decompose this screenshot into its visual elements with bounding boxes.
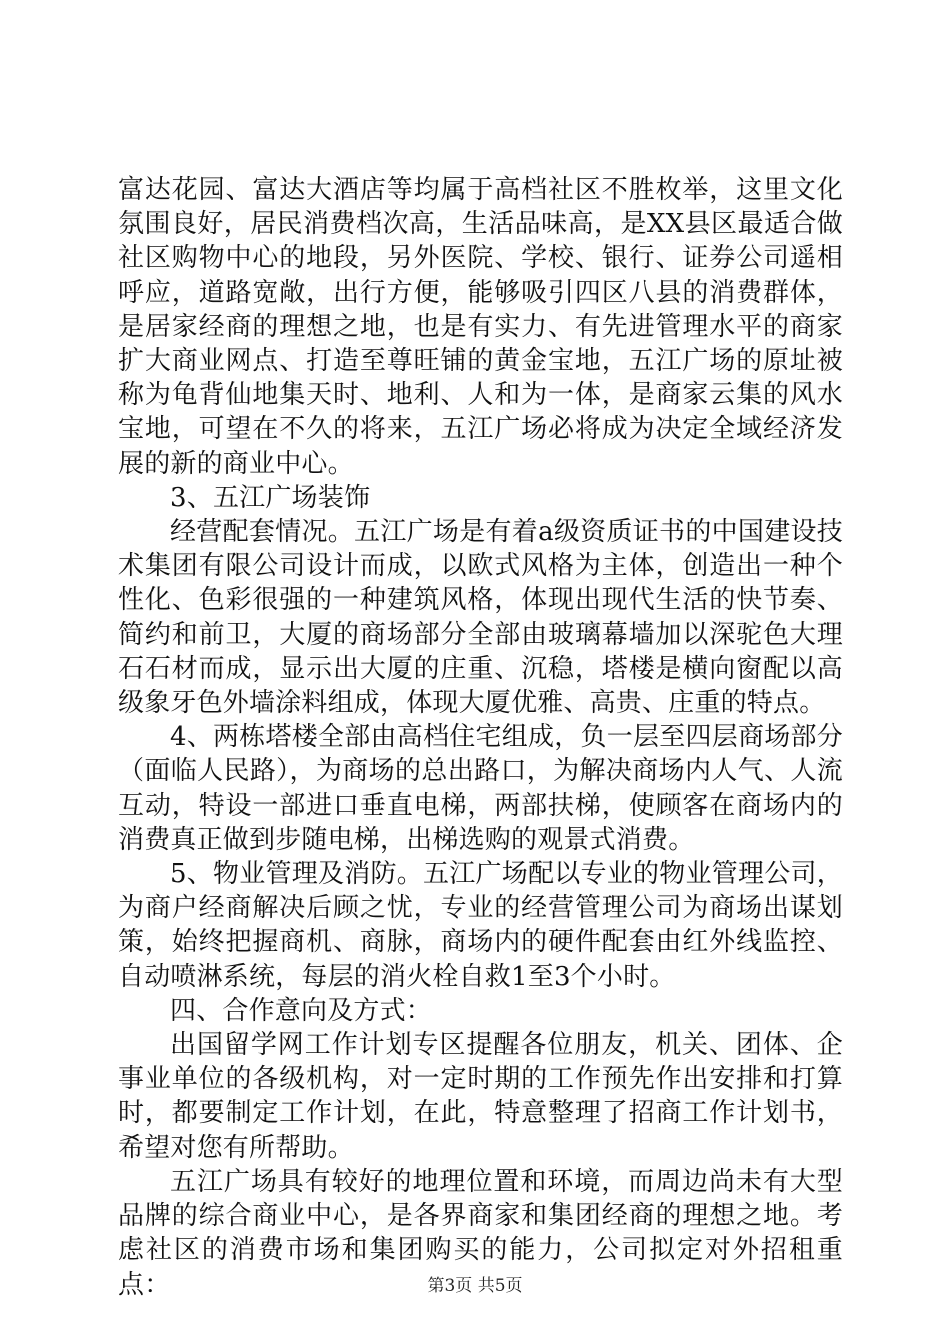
heading-cooperation: 四、合作意向及方式：: [170, 995, 433, 1026]
paragraph-work-plan-note: 出国留学网工作计划专区提醒各位朋友，机关、团体、企事业单位的各级机构，对一定时期的工作预先作出安排和打算时，都要制定工作计划，在此，特意整理了招商工作计划书，希望对您有所帮助。: [118, 1030, 843, 1163]
paragraph-location-description: 富达花园、富达大酒店等均属于高档社区不胜枚举，这里文化氛围良好，居民消费档次高，生活品味高，是XX县区最适合做社区购物中心的地段，另外医院、学校、银行、证券公司遥相呼应，道路宽敞，出行方便，能够吸引四区八县的消费群体，是居家经商的理想之地，也是有实力、有先进管理水平的商家扩大商业网点、打造至尊旺铺的黄金宝地，五江广场的原址被称为龟背仙地集天时、地利、人和为一体，是商家云集的风水宝地，可望在不久的将来，五江广场必将成为决定全域经济发展的新的商业中心。: [118, 175, 843, 479]
paragraph-property-management: 5、物业管理及消防。五江广场配以专业的物业管理公司，为商户经商解决后顾之忧，专业的经营管理公司为商场出谋划策，始终把握商机、商脉，商场内的硬件配套由红外线监控、自动喷淋系统，每层的消火栓自救1至3个小时。: [118, 859, 843, 992]
paragraph-leasing-focus: 五江广场具有较好的地理位置和环境，而周边尚未有大型品牌的综合商业中心，是各界商家和集团经商的理想之地。考虑社区的消费市场和集团购买的能力，公司拟定对外招租重点：: [118, 1166, 843, 1300]
page-footer: [0, 1275, 950, 1297]
paragraph-towers: 4、两栋塔楼全部由高档住宅组成，负一层至四层商场部分（面临人民路），为商场的总出路口，为解决商场内人气、人流互动，特设一部进口垂直电梯，两部扶梯，使顾客在商场内的消费真正做到步随电梯，出梯选购的观景式消费。: [118, 722, 843, 855]
heading-decoration: 3、五江广场装饰: [170, 482, 371, 513]
document-body: [118, 173, 843, 1302]
paragraph-facilities: 经营配套情况。五江广场是有着a级资质证书的中国建设技术集团有限公司设计而成，以欧式风格为主体，创造出一种个性化、色彩很强的一种建筑风格，体现出现代生活的快节奏、简约和前卫，大厦的商场部分全部由玻璃幕墙加以深驼色大理石石材而成，显示出大厦的庄重、沉稳，塔楼是横向窗配以高级象牙色外墙涂料组成，体现大厦优雅、高贵、庄重的特点。: [118, 517, 843, 719]
page-number-label: 第3页 共5页: [427, 1276, 523, 1296]
